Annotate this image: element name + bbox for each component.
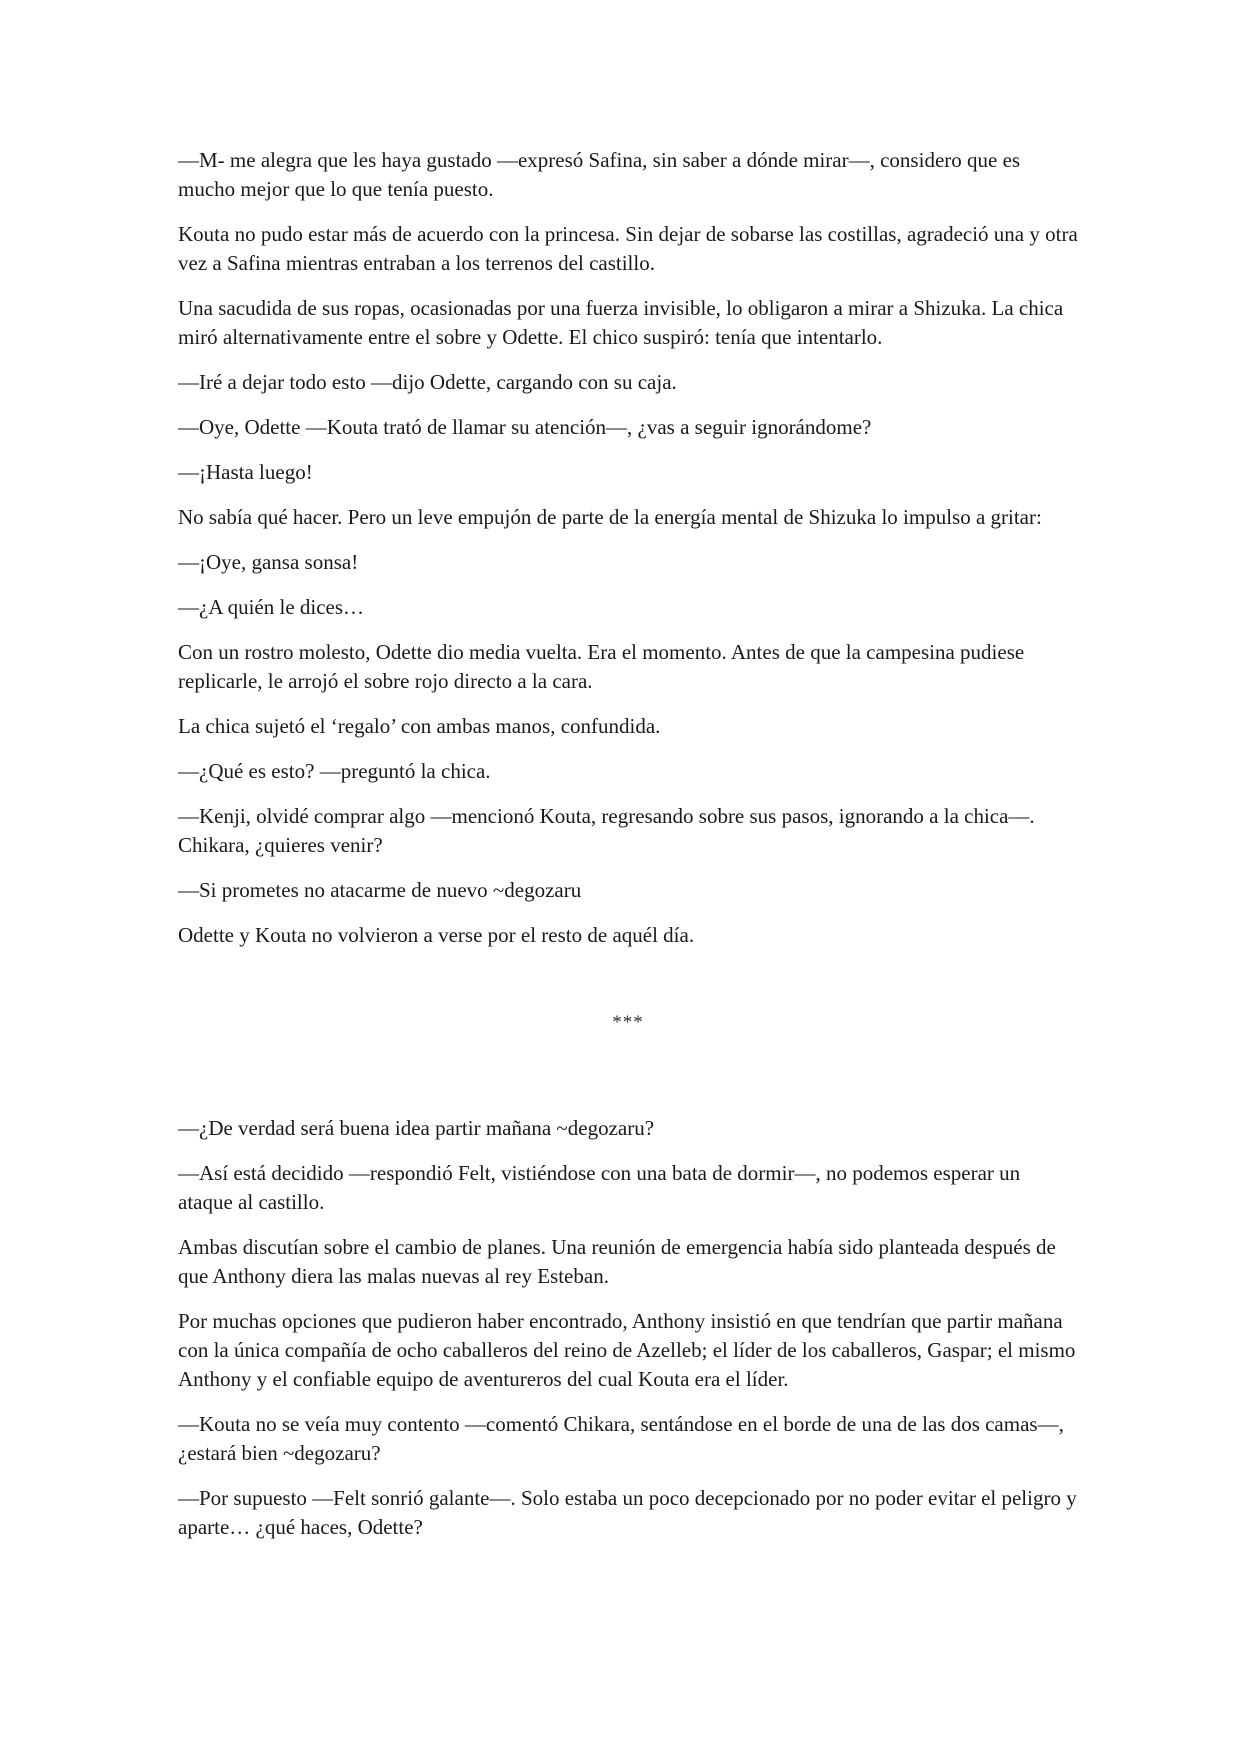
paragraph: Odette y Kouta no volvieron a verse por el resto de aquél día. (178, 923, 695, 947)
paragraph: —Iré a dejar todo esto —dijo Odette, cargando con su caja. (178, 370, 677, 394)
paragraph: —Oye, Odette —Kouta trató de llamar su atención—, ¿vas a seguir ignorándome? (178, 415, 872, 439)
paragraph: No sabía qué hacer. Pero un leve empujón de parte de la energía mental de Shizuka lo impulso a gritar: (178, 505, 1042, 529)
document-page (178, 146, 1078, 1558)
section-1 (178, 146, 1078, 950)
paragraph: Por muchas opciones que pudieron haber encontrado, Anthony insistió en que tendrían que partir mañana con la única compañía de ocho caballeros del reino de Azelleb; el líder de los caballeros, Gaspar; el mismo Anthony y el confiable equipo de aventureros del cual Kouta era el líder. (178, 1309, 1076, 1391)
paragraph: —¿Qué es esto? —preguntó la chica. (178, 759, 491, 783)
paragraph: —¡Hasta luego! (178, 460, 313, 484)
section-2 (178, 1114, 1078, 1542)
paragraph: La chica sujetó el ‘regalo’ con ambas manos, confundida. (178, 714, 661, 738)
paragraph: —Kenji, olvidé comprar algo —mencionó Kouta, regresando sobre sus pasos, ignorando a la chica—. Chikara, ¿quieres venir? (178, 804, 1035, 857)
paragraph: Kouta no pudo estar más de acuerdo con la princesa. Sin dejar de sobarse las costillas, agradeció una y otra vez a Safina mientras entraban a los terrenos del castillo. (178, 222, 1078, 275)
paragraph: —Kouta no se veía muy contento —comentó Chikara, sentándose en el borde de una de las dos camas—, ¿estará bien ~degozaru? (178, 1412, 1064, 1465)
paragraph: —¿De verdad será buena idea partir mañana ~degozaru? (178, 1116, 655, 1140)
paragraph: Ambas discutían sobre el cambio de planes. Una reunión de emergencia había sido planteada después de que Anthony diera las malas nuevas al rey Esteban. (178, 1235, 1056, 1288)
paragraph: —Si prometes no atacarme de nuevo ~degozaru (178, 878, 582, 902)
paragraph: —Por supuesto —Felt sonrió galante—. Solo estaba un poco decepcionado por no poder evitar el peligro y aparte… ¿qué haces, Odette? (178, 1486, 1077, 1539)
paragraph: Una sacudida de sus ropas, ocasionadas por una fuerza invisible, lo obligaron a mirar a Shizuka. La chica miró alternativamente entre el sobre y Odette. El chico suspiró: tenía que intentarlo. (178, 296, 1064, 349)
paragraph: —¡Oye, gansa sonsa! (178, 550, 359, 574)
paragraph: Con un rostro molesto, Odette dio media vuelta. Era el momento. Antes de que la campesina pudiese replicarle, le arrojó el sobre rojo directo a la cara. (178, 640, 1025, 693)
paragraph: —Así está decidido —respondió Felt, vistiéndose con una bata de dormir—, no podemos esperar un ataque al castillo. (178, 1161, 1021, 1214)
paragraph: —M- me alegra que les haya gustado —expresó Safina, sin saber a dónde mirar—, considero que es mucho mejor que lo que tenía puesto. (178, 148, 1021, 201)
paragraph: —¿A quién le dices… (178, 595, 365, 619)
scene-separator: *** (612, 1012, 644, 1033)
